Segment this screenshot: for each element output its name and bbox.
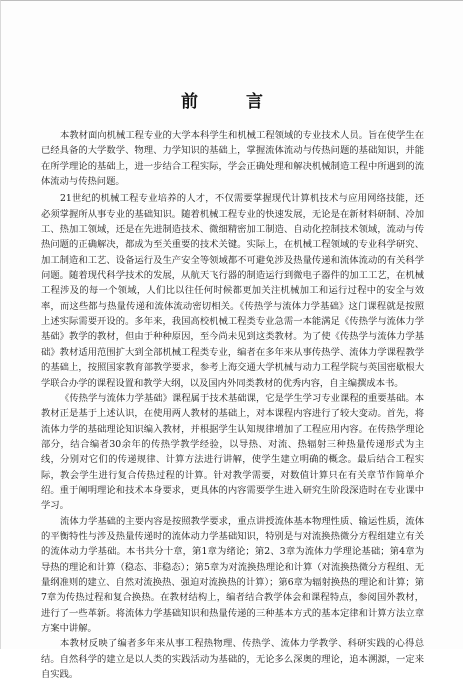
paragraph: 流体力学基础的主要内容是按照教学要求，重点讲授流体基本物理性质、输运性质，流体的平衡特性与涉及热量传递时的流体动力学基础知识，特别是与对流换热微分方程组建立有关的流体动力学基础。本书共分十章，第1章为绪论；第2、3章为流体力学理论基础；第4章为导热的理论和计算（稳态、非稳态）；第5章为对流换热理论和计算（对流换热微分方程组、无量纲准则的建立、自然对流换热、强迫对流换热的计算）；第6章为辐射换热的理论和计算；第7章为传热过程和复合换热。在教材结构上，编者结合教学体会和课程特点，参阅国外教材，进行了一些革新。将流体力学基础知识和热量传递的三种基本方式的基本定律和计算方法立章方案中讲解。 — [41, 515, 424, 634]
page-title: 前 言 — [181, 92, 284, 112]
paragraph: 21世纪的机械工程专业培养的人才，不仅需要掌握现代计算机技术与应用网络技能，还必须掌握所从事专业的基础知识。随着机械工程专业的快速发展，无论是在新材料研制、冷加工、热加工领域，还是在先进制造技术、微细精密加工制造、自动化控制技术领域，流动与传热问题的正确解决，都成为至关重要的技术关键。实际上，在机械工程领域的专业科学研究、加工制造和工艺、设备运行及生产安全等领域都不可避免涉及热量传递和流体流动的有关科学问题。随着现代科学技术的发展，从航天飞行器的制造运行到微电子器件的加工工艺，在机械工程涉及的每一个领域，人们比以往任何时候都更加关注机械加工和运行过程中的安全与效率，而这些都与热量传递和流体流动密切相关。《传热学与流体力学基础》这门课程就是按照上述实际需要开设的。多年来，我国高校机械工程类专业急需一本能满足《传热学与流体力学基础》教学的教材，但由于种种原因，至今尚未见到这类教材。为了使《传热学与流体力学基础》教材适用范围扩大到全部机械工程类专业，编者在多年来从事传热学、流体力学课程教学的基础上，按照国家教育部教学要求，参考上海交通大学机械与动力工程学院与英国密歇根大学联合办学的课程设置和教学大纲，以及国内外同类教材的优秀内容，自主编撰成本书。 — [41, 193, 424, 389]
document-body — [41, 128, 424, 682]
paragraph: 本教材面向机械工程专业的大学本科学生和机械工程领域的专业技术人员。旨在使学生在已经具备的大学数学、物理、力学知识的基础上，掌握流体流动与传热问题的基础知识，并能在所学理论的基础上，进一步结合工程实际，学会正确处理和解决机械制造工程中所遇到的流体流动与传热问题。 — [41, 130, 424, 188]
paragraph: 《传热学与流体力学基础》课程属于技术基础课，它是学生学习专业课程的重要基础。本教材正是基于上述认识，在使用两人教材的基础上，对本课程内容进行了较大变动。首先，将流体力学的基础理论知识编入教材，并根据学生认知规律增加了工程应用内容。在传热学理论部分，结合编者30余年的传热学教学经验，以导热、对流、热辐射三种热量传递形式为主线，分别对它们的传递规律、计算方法进行讲解，使学生建立明确的概念。最后结合工程实际，教会学生进行复合传热过程的计算。针对教学需要，对数值计算只在有关章节作简单介绍。重于阐明理论和技术本身要求，更具体的内容需要学生进入研究生阶段深造时在专业课中学习。 — [41, 392, 424, 512]
paragraph: 本教材反映了编者多年来从事工程热物理、传热学、流体力学教学、科研实践的心得总结。自然科学的建立是以人类的实践活动为基础的，无论多么深奥的理论，追本溯源，一定来自实践。 — [41, 638, 424, 681]
